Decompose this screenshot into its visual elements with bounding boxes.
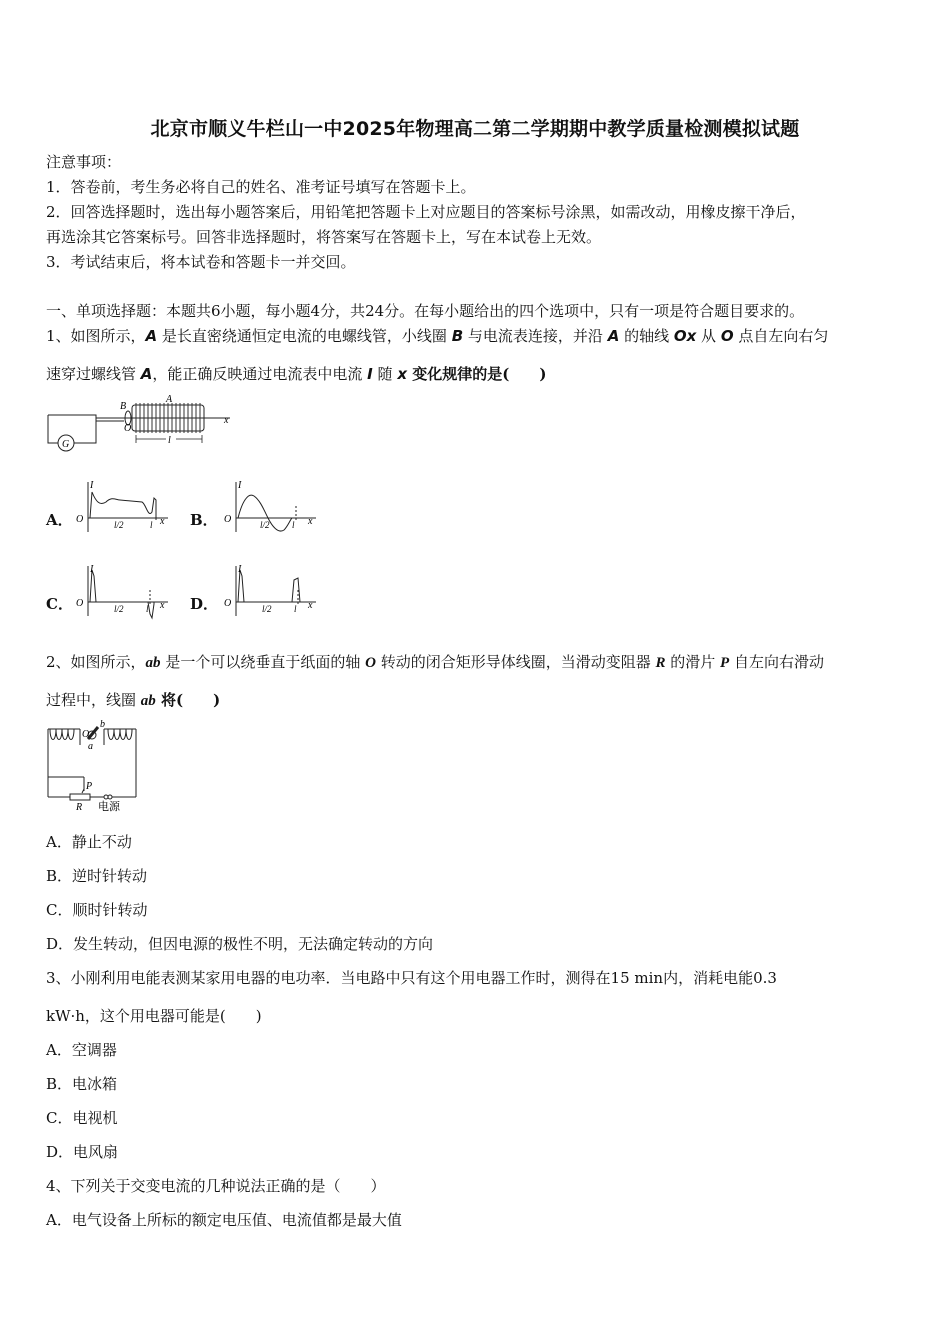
svg-text:R: R — [76, 802, 83, 813]
svg-text:O: O — [82, 729, 90, 740]
svg-text:l: l — [294, 604, 297, 614]
svg-text:O: O — [124, 423, 132, 434]
q4-stem: 4、下列关于交变电流的几种说法正确的是（ ） — [46, 1177, 386, 1195]
q1-option-a-graph[interactable] — [72, 478, 172, 536]
section-heading: 一、单项选择题：本题共6小题，每小题4分，共24分。在每小题给出的四个选项中，只有一项是符合题目要求的。 — [46, 302, 805, 320]
q1-option-c-graph[interactable] — [72, 562, 172, 620]
q3-option-d[interactable]: D．电风扇 — [46, 1143, 119, 1161]
svg-text:B: B — [120, 401, 127, 412]
q1-option-d-label[interactable]: D． — [190, 595, 219, 613]
q1-option-b-graph[interactable] — [220, 478, 320, 536]
q2-stem-line1: 2、如图所示，ab 是一个可以绕垂直于纸面的轴 O 转动的闭合矩形导体线圈，当滑动变阻器 R 的滑片 P 自左向右滑动 — [46, 653, 824, 671]
q4-option-a[interactable]: A．电气设备上所标的额定电压值、电流值都是最大值 — [46, 1211, 402, 1229]
svg-text:a: a — [88, 741, 93, 752]
q3-option-c[interactable]: C．电视机 — [46, 1109, 118, 1127]
svg-text:b: b — [100, 719, 105, 730]
svg-text:P: P — [86, 781, 93, 792]
galvanometer-label: G — [62, 439, 70, 450]
svg-text:x: x — [308, 516, 313, 527]
svg-text:电源: 电源 — [98, 800, 120, 813]
svg-text:l: l — [168, 435, 171, 446]
q2-option-d[interactable]: D．发生转动，但因电源的极性不明，无法确定转动的方向 — [46, 935, 434, 953]
svg-text:I: I — [238, 564, 242, 575]
svg-text:l: l — [292, 520, 295, 530]
notice-heading: 注意事项： — [46, 153, 122, 171]
q1-stem-line1: 1、如图所示，A 是长直密绕通恒定电流的电螺线管，小线圈 B 与电流表连接，并沿 A 的轴线 Ox 从 O 点自左向右匀 — [46, 327, 829, 345]
q3-stem-line1: 3、小刚利用电能表测某家用电器的电功率．当电路中只有这个用电器工作时，测得在15 min内，消耗电能0.3 — [46, 969, 777, 987]
notice-item: 2．回答选择题时，选出每小题答案后，用铅笔把答题卡上对应题目的答案标号涂黑，如需改动，用橡皮擦干净后， — [46, 203, 806, 221]
svg-text:O: O — [76, 598, 84, 609]
notice-item: 1．答卷前，考生务必将自己的姓名、准考证号填写在答题卡上。 — [46, 178, 476, 196]
svg-text:x: x — [160, 600, 165, 611]
q2-option-a[interactable]: A．静止不动 — [46, 833, 132, 851]
svg-text:O: O — [76, 514, 84, 525]
q2-circuit-figure — [44, 717, 144, 813]
q1-option-c-label[interactable]: C． — [46, 595, 73, 613]
q1-option-d-graph[interactable] — [220, 562, 320, 620]
svg-text:l: l — [150, 520, 153, 530]
svg-text:x: x — [160, 516, 165, 527]
svg-text:l: l — [146, 604, 149, 614]
svg-text:l/2: l/2 — [260, 520, 270, 530]
page-title: 北京市顺义牛栏山一中2025年物理高二第二学期期中教学质量检测模拟试题 — [150, 118, 800, 140]
q3-option-b[interactable]: B．电冰箱 — [46, 1075, 118, 1093]
q2-stem-line2: 过程中，线圈 ab 将( ) — [46, 691, 221, 709]
q3-option-a[interactable]: A．空调器 — [46, 1041, 117, 1059]
q1-option-a-label[interactable]: A． — [46, 511, 73, 529]
svg-text:A: A — [166, 394, 173, 405]
svg-text:O: O — [224, 514, 232, 525]
q1-option-b-label[interactable]: B． — [190, 511, 218, 529]
svg-text:x: x — [308, 600, 313, 611]
svg-text:x: x — [224, 415, 229, 426]
q3-stem-line2: kW·h，这个用电器可能是( ) — [46, 1007, 262, 1025]
svg-text:l/2: l/2 — [262, 604, 272, 614]
q1-solenoid-figure — [44, 393, 244, 453]
q2-option-b[interactable]: B．逆时针转动 — [46, 867, 148, 885]
svg-text:l/2: l/2 — [114, 520, 124, 530]
svg-text:I: I — [238, 480, 242, 491]
svg-text:I: I — [90, 564, 94, 575]
notice-item: 3．考试结束后，将本试卷和答题卡一并交回。 — [46, 253, 356, 271]
svg-text:I: I — [90, 480, 94, 491]
svg-text:l/2: l/2 — [114, 604, 124, 614]
svg-text:O: O — [224, 598, 232, 609]
q1-stem-line2: 速穿过螺线管 A，能正确反映通过电流表中电流 I 随 x 变化规律的是( ) — [46, 365, 547, 383]
notice-item: 再选涂其它答案标号。回答非选择题时，将答案写在答题卡上，写在本试卷上无效。 — [46, 228, 602, 246]
q2-option-c[interactable]: C．顺时针转动 — [46, 901, 148, 919]
